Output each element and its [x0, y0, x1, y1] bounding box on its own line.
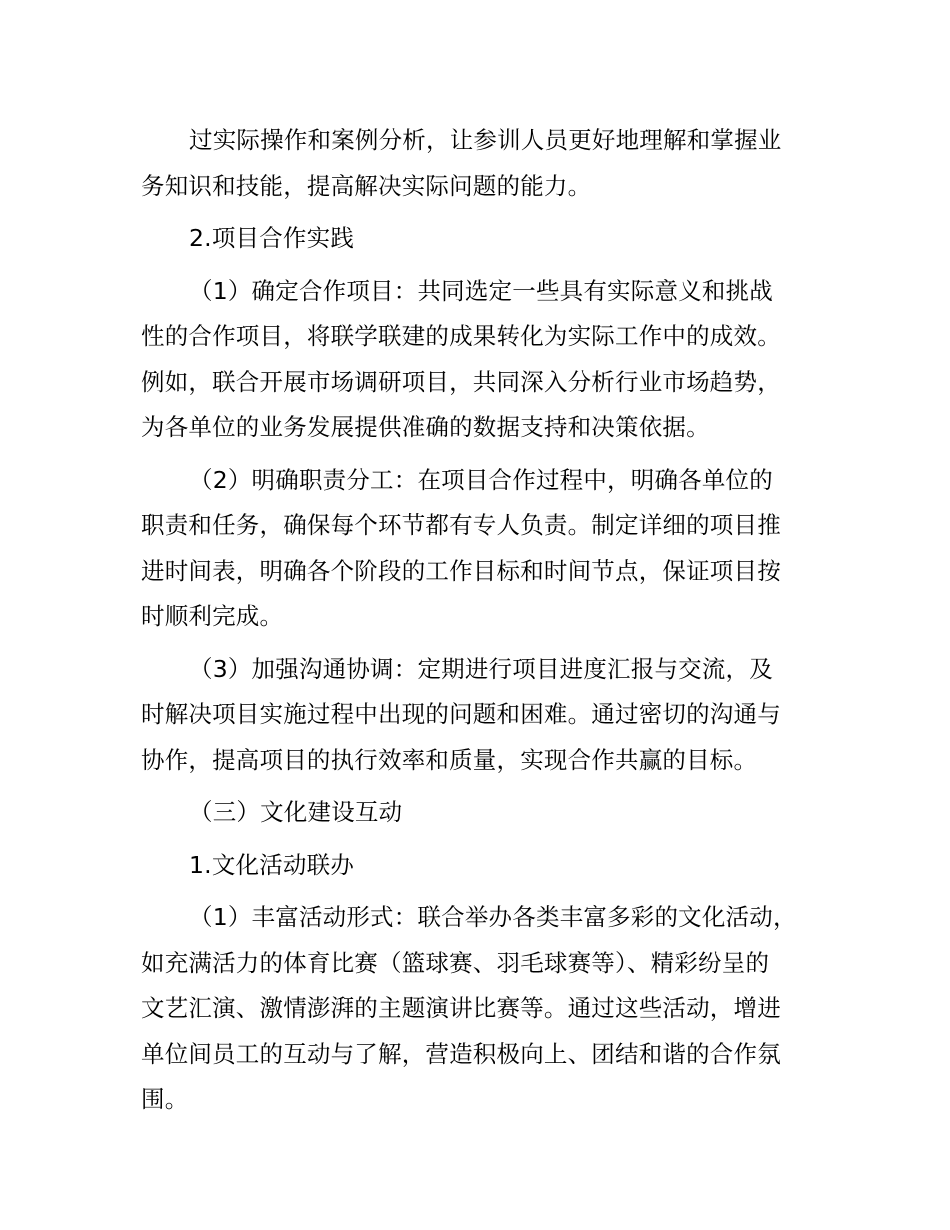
text-line: 时解决项目实施过程中出现的问题和困难。通过密切的沟通与 — [141, 700, 781, 728]
text-line: 进时间表，明确各个阶段的工作目标和时间节点，保证项目按 — [141, 556, 781, 585]
text-line: 如充满活力的体育比赛（篮球赛、羽毛球赛等）、精彩纷呈的 — [141, 948, 770, 977]
document-page — [141, 118, 821, 1130]
section-heading: 2.项目合作实践 — [189, 224, 355, 252]
para-determine-projects — [141, 269, 821, 451]
text-line: （1）确定合作项目：共同选定一些具有实际意义和挑战 — [189, 276, 773, 305]
para-strengthen-communication — [141, 647, 821, 784]
text-line: （1）丰富活动形式：联合举办各类丰富多彩的文化活动， — [189, 903, 797, 931]
text-line: 协作，提高项目的执行效率和质量，实现合作共赢的目标。 — [141, 745, 758, 774]
text-line: 文艺汇演、激情澎湃的主题演讲比赛等。通过这些活动，增进 — [141, 994, 781, 1022]
heading-project-cooperation — [141, 216, 821, 262]
text-line: 围。 — [141, 1085, 189, 1113]
text-line: 职责和任务，确保每个环节都有专人负责。制定详细的项目推 — [141, 511, 781, 539]
text-line: 务知识和技能，提高解决实际问题的能力。 — [141, 171, 592, 200]
para-enrich-activities — [141, 895, 821, 1123]
text-line: 例如，联合开展市场调研项目，共同深入分析行业市场趋势， — [141, 367, 781, 396]
section-heading: （三）文化建设互动 — [189, 798, 403, 826]
text-line: 为各单位的业务发展提供准确的数据支持和决策依据。 — [141, 413, 710, 441]
heading-culture-interaction — [141, 790, 821, 836]
text-line: 性的合作项目，将联学联建的成果转化为实际工作中的成效。 — [141, 322, 781, 350]
text-line: 单位间员工的互动与了解，营造积极向上、团结和谐的合作氛 — [141, 1039, 781, 1068]
text-line: 时顺利完成。 — [141, 602, 284, 630]
text-line: （3）加强沟通协调：定期进行项目进度汇报与交流，及 — [189, 654, 773, 683]
text-line: （2）明确职责分工：在项目合作过程中，明确各单位的 — [189, 465, 773, 494]
para-clarify-duties — [141, 458, 821, 640]
heading-joint-cultural-activities — [141, 843, 821, 889]
section-heading: 1.文化活动联办 — [189, 850, 355, 879]
text-line: 过实际操作和案例分析，让参训人员更好地理解和掌握业 — [189, 126, 782, 154]
para-continuation — [141, 118, 821, 209]
